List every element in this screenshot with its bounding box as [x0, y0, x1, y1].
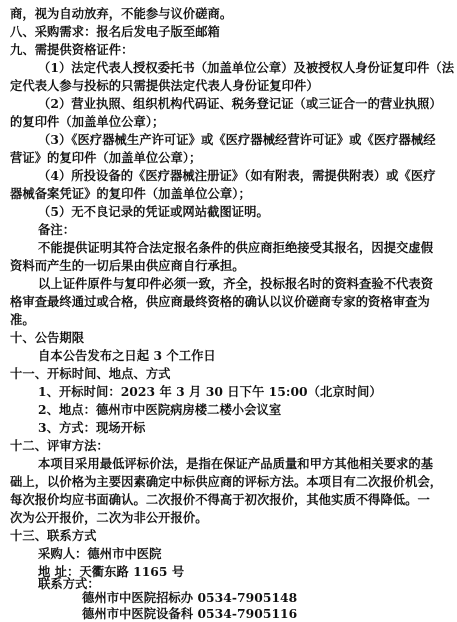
text-line-continuation: 商，视为自动放弃，不能参与议价磋商。 [10, 6, 233, 21]
requirement-3-line-2: 营证》的复印件（加盖单位公章）； [10, 150, 202, 165]
requirement-3-line-1: （3）《医疗器械生产许可证》或《医疗器械经营许可证》或《医疗器械经 [38, 132, 436, 147]
section-9-heading: 九、需提供资格证件： [10, 42, 134, 57]
bid-opening-location: 2、地点：德州市中医院病房楼二楼小会议室 [38, 402, 282, 417]
remarks-para-2-line-2: 格审查最终通过或合格，供应商最终资格的确认以议价磋商专家的资格审查为 [10, 294, 430, 309]
section-8-heading: 八、采购需求：报名后发电子版至邮箱 [10, 24, 220, 39]
evaluation-line-4: 次为公开报价，二次为非公开报价。 [10, 510, 208, 525]
announcement-period: 自本公告发布之日起 3 个工作日 [38, 348, 216, 363]
requirement-2-line-1: （2）营业执照、组织机构代码证、税务登记证（或三证合一的营业执照） [38, 96, 442, 111]
requirement-4-line-1: （4）所投设备的《医疗器械注册证》（如有附表，需提供附表）或《医疗 [38, 168, 436, 183]
evaluation-line-1: 本项目采用最低评标价法，是指在保证产品质量和甲方其他相关要求的基 [38, 456, 434, 471]
remarks-para-1-line-2: 资料而产生的一切后果由供应商自行承担。 [10, 258, 245, 273]
contact-bidding-office: 德州市中医院招标办 0534-7905148 [82, 590, 298, 605]
address: 地 址：天衢东路 1165 号 [38, 564, 185, 579]
requirement-5: （5）无不良记录的凭证或网站截图证明。 [38, 204, 269, 219]
contact-label: 联系方式： [38, 576, 100, 591]
section-11-heading: 十一、开标时间、地点、方式 [10, 366, 171, 381]
evaluation-line-2: 础上，以价格为主要因素确定中标供应商的评标方法。本项目有二次报价机会， [10, 474, 443, 489]
requirement-2-line-2: 的复印件（加盖单位公章）； [10, 114, 165, 129]
remarks-para-2-line-3: 准。 [10, 312, 35, 327]
remarks-para-2-line-1: 以上证件原件与复印件必须一致，齐全，投标报名时的资料查验不代表资 [38, 276, 434, 291]
purchaser: 采购人：德州市中医院 [38, 546, 162, 561]
bid-opening-method: 3、方式：现场开标 [38, 420, 146, 435]
requirement-1-line-1: （1）法定代表人授权委托书（加盖单位公章）及被授权人身份证复印件（法 [38, 60, 455, 75]
remarks-para-1-line-1: 不能提供证明其符合法定报名条件的供应商拒绝接受其报名，因提交虚假 [38, 240, 434, 255]
requirement-4-line-2: 器械备案凭证》的复印件（加盖单位公章）； [10, 186, 251, 201]
remarks-label: 备注： [38, 222, 76, 237]
section-10-heading: 十、公告期限 [10, 330, 85, 345]
contact-equipment-dept: 德州市中医院设备科 0534-7905116 [82, 606, 298, 621]
section-13-heading: 十三、联系方式 [10, 528, 97, 543]
evaluation-line-3: 每次报价均应书面确认。二次报价不得高于初次报价，其他实质不得降低。一 [10, 492, 430, 507]
requirement-1-line-2: 定代表人参与投标的只需提供法定代表人身份证复印件） [10, 78, 319, 93]
section-12-heading: 十二、评审方法： [10, 438, 109, 453]
bid-opening-time: 1、开标时间：2023 年 3 月 30 日下午 15:00（北京时间） [38, 384, 382, 399]
